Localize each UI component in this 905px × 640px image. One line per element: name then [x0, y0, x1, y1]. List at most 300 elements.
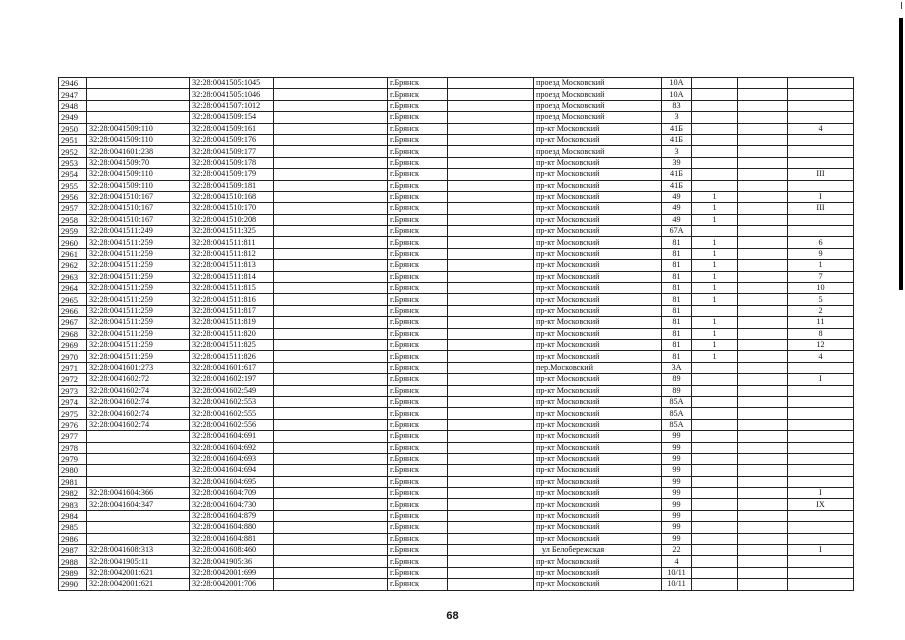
premises-number	[788, 146, 854, 157]
empty-cell	[274, 123, 388, 134]
building-number	[692, 123, 738, 134]
empty-cell	[738, 499, 788, 510]
premises-number: 2	[788, 305, 854, 316]
city: г.Брянск	[388, 169, 448, 180]
empty-cell	[738, 214, 788, 225]
empty-cell	[274, 396, 388, 407]
premises-number	[788, 180, 854, 191]
premises-number: I	[788, 545, 854, 556]
city: г.Брянск	[388, 294, 448, 305]
empty-cell	[448, 123, 534, 134]
empty-cell	[738, 431, 788, 442]
building-number	[692, 579, 738, 590]
street: пр-кт Московский	[534, 431, 662, 442]
empty-cell	[274, 271, 388, 282]
table-row	[59, 248, 854, 259]
city: г.Брянск	[388, 328, 448, 339]
building-number	[692, 146, 738, 157]
empty-cell	[274, 408, 388, 419]
parent-cadastral-number	[87, 100, 190, 111]
empty-cell	[274, 488, 388, 499]
building-number: 1	[692, 214, 738, 225]
empty-cell	[738, 112, 788, 123]
building-number: 1	[692, 283, 738, 294]
empty-cell	[274, 191, 388, 202]
empty-cell	[448, 579, 534, 590]
house-number: 3А	[662, 362, 692, 373]
row-number: 2981	[59, 476, 87, 487]
building-number: 1	[692, 260, 738, 271]
table-row	[59, 260, 854, 271]
cadastral-number: 32:28:0042001:706	[190, 579, 274, 590]
row-number: 2987	[59, 545, 87, 556]
city: г.Брянск	[388, 214, 448, 225]
empty-cell	[448, 191, 534, 202]
street: проезд Московский	[534, 100, 662, 111]
house-number: 10А	[662, 89, 692, 100]
city: г.Брянск	[388, 112, 448, 123]
cadastral-number: 32:28:0041602:556	[190, 419, 274, 430]
empty-cell	[448, 89, 534, 100]
empty-cell	[738, 191, 788, 202]
building-number	[692, 567, 738, 578]
premises-number	[788, 442, 854, 453]
row-number: 2963	[59, 271, 87, 282]
empty-cell	[274, 545, 388, 556]
row-number: 2947	[59, 89, 87, 100]
empty-cell	[738, 317, 788, 328]
empty-cell	[448, 214, 534, 225]
table-row	[59, 442, 854, 453]
house-number: 81	[662, 328, 692, 339]
city: г.Брянск	[388, 283, 448, 294]
city: г.Брянск	[388, 237, 448, 248]
table-row	[59, 351, 854, 362]
row-number: 2961	[59, 248, 87, 259]
city: г.Брянск	[388, 453, 448, 464]
row-number: 2952	[59, 146, 87, 157]
street: пр-кт Московский	[534, 157, 662, 168]
empty-cell	[738, 248, 788, 259]
cadastral-number: 32:28:0041511:814	[190, 271, 274, 282]
empty-cell	[274, 78, 388, 89]
cadastral-number: 32:28:0041604:879	[190, 510, 274, 521]
table-row	[59, 567, 854, 578]
street: пр-кт Московский	[534, 237, 662, 248]
premises-number: 10	[788, 283, 854, 294]
empty-cell	[738, 510, 788, 521]
premises-number	[788, 112, 854, 123]
street: пр-кт Московский	[534, 328, 662, 339]
row-number: 2964	[59, 283, 87, 294]
empty-cell	[738, 203, 788, 214]
city: г.Брянск	[388, 339, 448, 350]
premises-number	[788, 465, 854, 476]
row-number: 2985	[59, 522, 87, 533]
empty-cell	[448, 396, 534, 407]
street: пр-кт Московский	[534, 283, 662, 294]
table-row	[59, 78, 854, 89]
table-row	[59, 305, 854, 316]
row-number: 2983	[59, 499, 87, 510]
empty-cell	[448, 419, 534, 430]
cadastral-number: 32:28:0041604:693	[190, 453, 274, 464]
house-number: 3	[662, 146, 692, 157]
building-number	[692, 362, 738, 373]
city: г.Брянск	[388, 362, 448, 373]
city: г.Брянск	[388, 134, 448, 145]
house-number: 4	[662, 556, 692, 567]
cadastral-number: 32:28:0041511:813	[190, 260, 274, 271]
street: пр-кт Московский	[534, 260, 662, 271]
city: г.Брянск	[388, 351, 448, 362]
city: г.Брянск	[388, 374, 448, 385]
parent-cadastral-number: 32:28:0041511:259	[87, 351, 190, 362]
cadastral-number: 32:28:0041604:692	[190, 442, 274, 453]
building-number: 1	[692, 351, 738, 362]
parent-cadastral-number: 32:28:0041511:249	[87, 226, 190, 237]
house-number: 81	[662, 305, 692, 316]
street: пр-кт Московский	[534, 408, 662, 419]
empty-cell	[448, 157, 534, 168]
premises-number: 1	[788, 260, 854, 271]
empty-cell	[448, 465, 534, 476]
row-number: 2946	[59, 78, 87, 89]
house-number: 81	[662, 260, 692, 271]
cadastral-number: 32:28:0041604:709	[190, 488, 274, 499]
empty-cell	[274, 419, 388, 430]
street: проезд Московский	[534, 146, 662, 157]
cadastral-number: 32:28:0041507:1012	[190, 100, 274, 111]
city: г.Брянск	[388, 180, 448, 191]
city: г.Брянск	[388, 567, 448, 578]
street: пр-кт Московский	[534, 294, 662, 305]
parent-cadastral-number: 32:28:0041509:110	[87, 180, 190, 191]
empty-cell	[274, 579, 388, 590]
empty-cell	[448, 260, 534, 271]
parent-cadastral-number	[87, 510, 190, 521]
row-number: 2984	[59, 510, 87, 521]
building-number	[692, 134, 738, 145]
street: проезд Московский	[534, 78, 662, 89]
parent-cadastral-number: 32:28:0041511:259	[87, 237, 190, 248]
row-number: 2955	[59, 180, 87, 191]
house-number: 99	[662, 476, 692, 487]
registry-table	[58, 77, 854, 591]
premises-number	[788, 100, 854, 111]
house-number: 81	[662, 317, 692, 328]
row-number: 2989	[59, 567, 87, 578]
table-row	[59, 146, 854, 157]
cadastral-number: 32:28:0041604:695	[190, 476, 274, 487]
house-number: 81	[662, 339, 692, 350]
parent-cadastral-number	[87, 476, 190, 487]
premises-number	[788, 533, 854, 544]
house-number: 41Б	[662, 180, 692, 191]
building-number: 1	[692, 328, 738, 339]
empty-cell	[274, 226, 388, 237]
empty-cell	[738, 488, 788, 499]
empty-cell	[448, 112, 534, 123]
premises-number	[788, 362, 854, 373]
house-number: 99	[662, 522, 692, 533]
house-number: 89	[662, 385, 692, 396]
cadastral-number: 32:28:0041510:208	[190, 214, 274, 225]
building-number	[692, 510, 738, 521]
empty-cell	[274, 146, 388, 157]
parent-cadastral-number: 32:28:0041511:259	[87, 283, 190, 294]
street: проезд Московский	[534, 112, 662, 123]
premises-number: 8	[788, 328, 854, 339]
empty-cell	[274, 431, 388, 442]
empty-cell	[274, 522, 388, 533]
premises-number	[788, 226, 854, 237]
empty-cell	[738, 419, 788, 430]
cadastral-number: 32:28:0041602:549	[190, 385, 274, 396]
table-row	[59, 283, 854, 294]
parent-cadastral-number	[87, 522, 190, 533]
building-number: 1	[692, 248, 738, 259]
parent-cadastral-number: 32:28:0042001:621	[87, 579, 190, 590]
street: пр-кт Московский	[534, 385, 662, 396]
empty-cell	[738, 362, 788, 373]
table-row	[59, 180, 854, 191]
parent-cadastral-number: 32:28:0041602:74	[87, 419, 190, 430]
empty-cell	[448, 146, 534, 157]
city: г.Брянск	[388, 522, 448, 533]
city: г.Брянск	[388, 408, 448, 419]
empty-cell	[738, 100, 788, 111]
house-number: 10/11	[662, 567, 692, 578]
house-number: 89	[662, 374, 692, 385]
row-number: 2957	[59, 203, 87, 214]
empty-cell	[274, 533, 388, 544]
building-number	[692, 453, 738, 464]
empty-cell	[274, 100, 388, 111]
row-number: 2986	[59, 533, 87, 544]
house-number: 41Б	[662, 134, 692, 145]
parent-cadastral-number: 32:28:0041608:313	[87, 545, 190, 556]
cadastral-number: 32:28:0041511:819	[190, 317, 274, 328]
empty-cell	[738, 157, 788, 168]
cadastral-number: 32:28:0041905:36	[190, 556, 274, 567]
row-number: 2971	[59, 362, 87, 373]
empty-cell	[274, 169, 388, 180]
empty-cell	[448, 545, 534, 556]
city: г.Брянск	[388, 579, 448, 590]
empty-cell	[738, 169, 788, 180]
parent-cadastral-number	[87, 442, 190, 453]
premises-number: I	[788, 191, 854, 202]
premises-number: IX	[788, 499, 854, 510]
house-number: 99	[662, 488, 692, 499]
empty-cell	[738, 237, 788, 248]
street: пр-кт Московский	[534, 271, 662, 282]
house-number: 39	[662, 157, 692, 168]
street: пр-кт Московский	[534, 180, 662, 191]
edge-scan-tick	[901, 2, 902, 9]
street: пр-кт Московский	[534, 317, 662, 328]
empty-cell	[274, 134, 388, 145]
row-number: 2978	[59, 442, 87, 453]
building-number: 1	[692, 191, 738, 202]
premises-number	[788, 157, 854, 168]
table-row	[59, 191, 854, 202]
table-row	[59, 123, 854, 134]
empty-cell	[738, 385, 788, 396]
empty-cell	[448, 442, 534, 453]
cadastral-number: 32:28:0041511:811	[190, 237, 274, 248]
row-number: 2972	[59, 374, 87, 385]
building-number	[692, 465, 738, 476]
cadastral-number: 32:28:0041604:880	[190, 522, 274, 533]
row-number: 2967	[59, 317, 87, 328]
table-row	[59, 89, 854, 100]
cadastral-number: 32:28:0041511:325	[190, 226, 274, 237]
empty-cell	[448, 339, 534, 350]
building-number	[692, 100, 738, 111]
parent-cadastral-number: 32:28:0041602:74	[87, 408, 190, 419]
empty-cell	[738, 396, 788, 407]
table-row	[59, 579, 854, 590]
empty-cell	[448, 453, 534, 464]
house-number: 85А	[662, 419, 692, 430]
empty-cell	[448, 134, 534, 145]
empty-cell	[738, 533, 788, 544]
building-number	[692, 408, 738, 419]
empty-cell	[738, 78, 788, 89]
premises-number	[788, 396, 854, 407]
premises-number	[788, 453, 854, 464]
empty-cell	[448, 78, 534, 89]
row-number: 2977	[59, 431, 87, 442]
row-number: 2975	[59, 408, 87, 419]
empty-cell	[448, 374, 534, 385]
empty-cell	[738, 339, 788, 350]
row-number: 2982	[59, 488, 87, 499]
street: пр-кт Московский	[534, 442, 662, 453]
street: пр-кт Московский	[534, 579, 662, 590]
empty-cell	[274, 328, 388, 339]
city: г.Брянск	[388, 191, 448, 202]
empty-cell	[738, 260, 788, 271]
empty-cell	[448, 533, 534, 544]
row-number: 2959	[59, 226, 87, 237]
row-number: 2979	[59, 453, 87, 464]
row-number: 2954	[59, 169, 87, 180]
cadastral-number: 32:28:0041511:817	[190, 305, 274, 316]
row-number: 2988	[59, 556, 87, 567]
parent-cadastral-number: 32:28:0041511:259	[87, 248, 190, 259]
premises-number	[788, 510, 854, 521]
table-row	[59, 533, 854, 544]
cadastral-number: 32:28:0041602:197	[190, 374, 274, 385]
building-number: 1	[692, 317, 738, 328]
cadastral-number: 32:28:0041511:812	[190, 248, 274, 259]
empty-cell	[738, 271, 788, 282]
house-number: 83	[662, 100, 692, 111]
city: г.Брянск	[388, 385, 448, 396]
empty-cell	[448, 431, 534, 442]
table-row	[59, 522, 854, 533]
empty-cell	[448, 169, 534, 180]
empty-cell	[274, 317, 388, 328]
table-row	[59, 374, 854, 385]
street: пр-кт Московский	[534, 556, 662, 567]
empty-cell	[274, 180, 388, 191]
city: г.Брянск	[388, 317, 448, 328]
empty-cell	[448, 351, 534, 362]
house-number: 81	[662, 351, 692, 362]
parent-cadastral-number: 32:28:0041602:74	[87, 385, 190, 396]
empty-cell	[274, 499, 388, 510]
street: пр-кт Московский	[534, 453, 662, 464]
premises-number: 12	[788, 339, 854, 350]
edge-scan-mark	[899, 18, 903, 290]
empty-cell	[738, 226, 788, 237]
empty-cell	[738, 305, 788, 316]
house-number: 81	[662, 237, 692, 248]
city: г.Брянск	[388, 419, 448, 430]
cadastral-number: 32:28:0041511:820	[190, 328, 274, 339]
empty-cell	[274, 294, 388, 305]
table-row	[59, 431, 854, 442]
city: г.Брянск	[388, 488, 448, 499]
parent-cadastral-number: 32:28:0041905:11	[87, 556, 190, 567]
empty-cell	[274, 248, 388, 259]
row-number: 2973	[59, 385, 87, 396]
street: пр-кт Московский	[534, 339, 662, 350]
city: г.Брянск	[388, 226, 448, 237]
cadastral-number: 32:28:0042001:699	[190, 567, 274, 578]
empty-cell	[738, 545, 788, 556]
building-number	[692, 226, 738, 237]
street: пр-кт Московский	[534, 214, 662, 225]
city: г.Брянск	[388, 271, 448, 282]
empty-cell	[448, 203, 534, 214]
street: пр-кт Московский	[534, 488, 662, 499]
building-number	[692, 396, 738, 407]
empty-cell	[274, 283, 388, 294]
premises-number	[788, 89, 854, 100]
city: г.Брянск	[388, 100, 448, 111]
street: пр-кт Московский	[534, 476, 662, 487]
empty-cell	[274, 112, 388, 123]
premises-number: III	[788, 203, 854, 214]
street: пр-кт Московский	[534, 169, 662, 180]
empty-cell	[448, 408, 534, 419]
cadastral-number: 32:28:0041604:694	[190, 465, 274, 476]
cadastral-number: 32:28:0041510:168	[190, 191, 274, 202]
row-number: 2974	[59, 396, 87, 407]
empty-cell	[738, 146, 788, 157]
cadastral-number: 32:28:0041511:826	[190, 351, 274, 362]
city: г.Брянск	[388, 305, 448, 316]
table-row	[59, 453, 854, 464]
empty-cell	[738, 180, 788, 191]
table-row	[59, 408, 854, 419]
city: г.Брянск	[388, 510, 448, 521]
parent-cadastral-number: 32:28:0041509:110	[87, 134, 190, 145]
table-row	[59, 362, 854, 373]
empty-cell	[738, 134, 788, 145]
empty-cell	[738, 374, 788, 385]
row-number: 2962	[59, 260, 87, 271]
cadastral-number: 32:28:0041511:815	[190, 283, 274, 294]
parent-cadastral-number: 32:28:0041510:167	[87, 214, 190, 225]
street: пр-кт Московский	[534, 396, 662, 407]
row-number: 2953	[59, 157, 87, 168]
